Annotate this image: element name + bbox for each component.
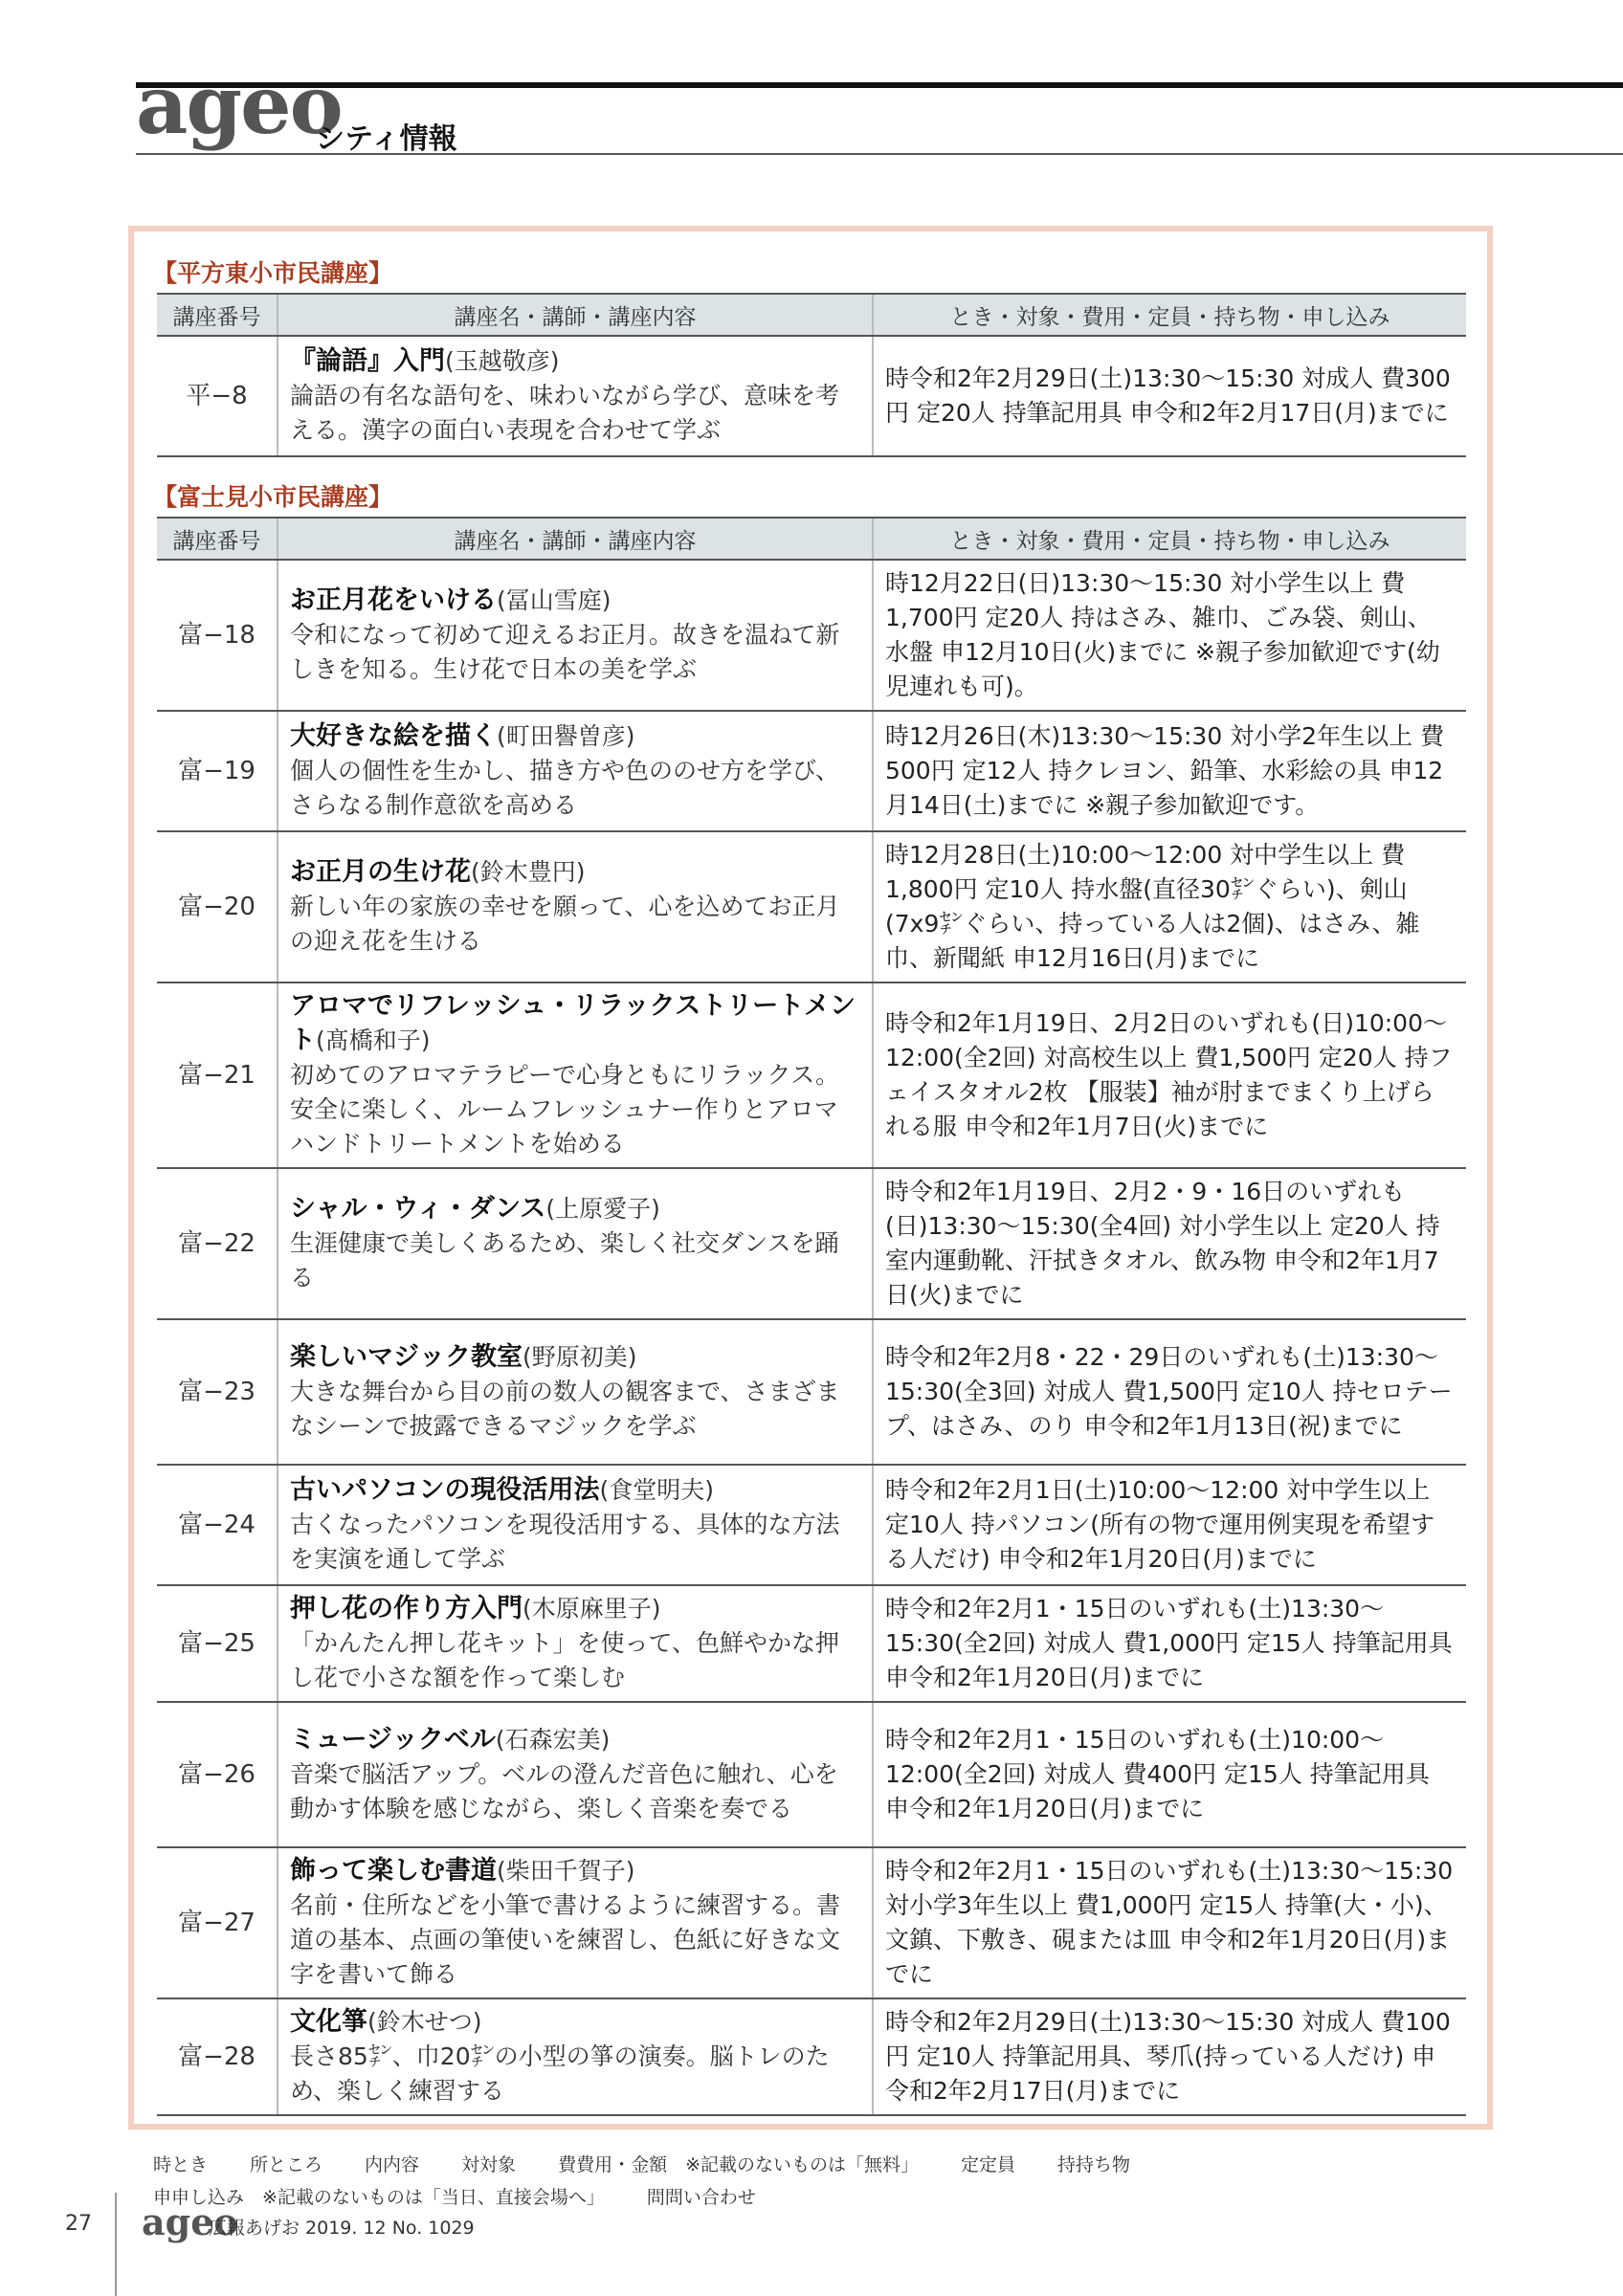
course-code: 富−19 — [157, 711, 278, 831]
legend-line-1 — [153, 2149, 1172, 2181]
course-name: 飾って楽しむ書道 — [290, 1856, 497, 1886]
course-code: 富−18 — [157, 560, 278, 711]
block2-title: 【富士見小市民講座】 — [153, 483, 393, 511]
course-code: 富−24 — [157, 1465, 278, 1585]
page-number: 27 — [65, 2212, 92, 2236]
course-details: 時12月22日(日)13:30〜15:30 対小学生以上 費1,700円 定20人 持はさみ、雑巾、ごみ袋、剣山、水盤 申12月10日(火)までに ※親子参加歓迎です(幼児連れも可)。 — [873, 560, 1466, 711]
course-code: 富−28 — [157, 1998, 278, 2115]
course-description: 初めてのアロマテラピーで心身ともにリラックス。安全に楽しく、ルームフレッシュナー作りとアロマハンドトリートメントを始める — [290, 1061, 840, 1158]
course-cell — [278, 1319, 873, 1465]
course-description: 古くなったパソコンを現役活用する、具体的な方法を実演を通して学ぶ — [290, 1511, 840, 1573]
ageo-logo: ageo — [136, 57, 342, 152]
course-code: 富−21 — [157, 982, 278, 1168]
course-details: 時令和2年2月1・15日のいずれも(土)13:30〜15:30(全2回) 対成人 費1,000円 定15人 持筆記用具 申令和2年1月20日(月)までに — [873, 1585, 1466, 1702]
legend-item: 対対象 — [461, 2154, 517, 2175]
table-row — [157, 1319, 1466, 1465]
course-cell — [278, 982, 873, 1168]
table-row — [157, 1847, 1466, 1998]
course-cell — [278, 336, 873, 456]
course-description: 令和になって初めて迎えるお正月。故きを温ねて新しきを知る。生け花で日本の美を学ぶ — [290, 621, 840, 683]
course-cell — [278, 1702, 873, 1847]
legend-line-2 — [153, 2181, 1172, 2214]
course-description: 「かんたん押し花キット」を使って、色鮮やかな押し花で小さな額を作って楽しむ — [290, 1629, 840, 1691]
block1-table — [157, 293, 1466, 457]
course-details: 時令和2年2月8・22・29日のいずれも(土)13:30〜15:30(全3回) 対成人 費1,500円 定10人 持セロテープ、はさみ、のり 申令和2年1月13日(祝)までに — [873, 1319, 1466, 1465]
col-code-header: 講座番号 — [157, 294, 278, 336]
course-lecturer: (鈴木せつ) — [367, 2008, 482, 2036]
legend-item: 定定員 — [960, 2154, 1015, 2175]
table-row — [157, 1702, 1466, 1847]
course-code: 富−20 — [157, 831, 278, 982]
course-description: 長さ85㌢、巾20㌢の小型の箏の演奏。脳トレのため、楽しく練習する — [290, 2042, 830, 2105]
course-description: 音楽で脳活アップ。ベルの澄んだ音色に触れ、心を動かす体験を感じながら、楽しく音楽を奏でる — [290, 1760, 838, 1822]
legend-item: 持持ち物 — [1057, 2154, 1131, 2175]
course-details: 時令和2年2月1・15日のいずれも(土)13:30〜15:30 対小学3年生以上 費1,000円 定15人 持筆(大・小)、文鎮、下敷き、硯または皿 申令和2年1月20日(月)までに — [873, 1847, 1466, 1998]
course-code: 富−25 — [157, 1585, 278, 1702]
course-details: 時12月28日(土)10:00〜12:00 対中学生以上 費1,800円 定10人 持水盤(直径30㌢ぐらい)、剣山(7x9㌢ぐらい、持っている人は2個)、はさみ、雑巾、新聞紙 申12月16日(月)までに — [873, 831, 1466, 982]
course-cell — [278, 1465, 873, 1585]
col-code-header: 講座番号 — [157, 518, 278, 560]
course-description: 個人の個性を生かし、描き方や色ののせ方を学び、さらなる制作意欲を高める — [290, 757, 840, 819]
course-lecturer: (柴田千賀子) — [497, 1857, 635, 1885]
course-description: 生涯健康で美しくあるため、楽しく社交ダンスを踊る — [290, 1229, 839, 1292]
col-course-header: 講座名・講師・講座内容 — [278, 518, 873, 560]
legend-item: 申申し込み ※記載のないものは「当日、直接会場へ」 — [153, 2187, 605, 2208]
course-details: 時令和2年2月1・15日のいずれも(土)10:00〜12:00(全2回) 対成人 費400円 定15人 持筆記用具 申令和2年1月20日(月)までに — [873, 1702, 1466, 1847]
course-cell — [278, 711, 873, 831]
legend-item: 費費用・金額 ※記載のないものは「無料」 — [558, 2154, 919, 2175]
course-code: 富−22 — [157, 1168, 278, 1319]
course-lecturer: (玉越敬彦) — [445, 347, 560, 375]
footer-rule — [115, 2193, 117, 2296]
course-details: 時令和2年2月29日(土)13:30〜15:30 対成人 費100円 定10人 持筆記用具、琴爪(持っている人だけ) 申令和2年2月17日(月)までに — [873, 1998, 1466, 2115]
course-name: ミュージックベル — [290, 1725, 496, 1755]
course-details: 時令和2年1月19日、2月2・9・16日のいずれも(日)13:30〜15:30(全4回) 対小学生以上 定20人 持室内運動靴、汗拭きタオル、飲み物 申令和2年1月7日(火)までに — [873, 1168, 1466, 1319]
legend-item: 時とき — [153, 2154, 209, 2175]
table-row — [157, 1465, 1466, 1585]
table-row — [157, 336, 1466, 456]
legend-item: 問問い合わせ — [646, 2187, 756, 2208]
course-cell — [278, 1847, 873, 1998]
block2-table — [157, 517, 1466, 2116]
course-cell — [278, 1998, 873, 2115]
course-cell — [278, 831, 873, 982]
block1-title: 【平方東小市民講座】 — [153, 259, 393, 287]
course-lecturer: (木原麻里子) — [522, 1595, 661, 1623]
table-row — [157, 982, 1466, 1168]
course-cell — [278, 560, 873, 711]
course-name: 『論語』入門 — [290, 346, 445, 376]
course-lecturer: (食堂明夫) — [599, 1476, 714, 1504]
section-title: シティ情報 — [316, 122, 457, 156]
course-lecturer: (町田譽曽彦) — [497, 722, 635, 750]
table-row — [157, 1585, 1466, 1702]
course-lecturer: (上原愛子) — [545, 1195, 660, 1223]
course-lecturer: (野原初美) — [522, 1343, 637, 1371]
course-code: 平−8 — [157, 336, 278, 456]
table-row — [157, 1168, 1466, 1319]
header-rule — [136, 82, 1623, 88]
course-details: 時12月26日(木)13:30〜15:30 対小学2年生以上 費500円 定12人 持クレヨン、鉛筆、水彩絵の具 申12月14日(土)までに ※親子参加歓迎です。 — [873, 711, 1466, 831]
course-description: 名前・住所などを小筆で書けるように練習する。書道の基本、点画の筆使いを練習し、色紙に好きな文字を書いて飾る — [290, 1891, 841, 1988]
course-details: 時令和2年2月1日(土)10:00〜12:00 対中学生以上 定10人 持パソコン(所有の物で運用例実現を希望する人だけ) 申令和2年1月20日(月)までに — [873, 1465, 1466, 1585]
course-description: 論語の有名な語句を、味わいながら学び、意味を考える。漢字の面白い表現を合わせて学ぶ — [290, 382, 840, 444]
legend-item: 内内容 — [365, 2154, 420, 2175]
table-row — [157, 1998, 1466, 2115]
legend — [153, 2149, 1172, 2214]
course-cell — [278, 1168, 873, 1319]
course-code: 富−26 — [157, 1702, 278, 1847]
legend-item: 所ところ — [250, 2154, 323, 2175]
course-lecturer: (石森宏美) — [495, 1726, 611, 1754]
course-name: お正月花をいける — [290, 585, 497, 615]
course-name: お正月の生け花 — [290, 857, 471, 887]
course-lecturer: (髙橋和子) — [316, 1027, 431, 1054]
col-course-header: 講座名・講師・講座内容 — [278, 294, 873, 336]
table-row — [157, 711, 1466, 831]
course-details: 時令和2年2月29日(土)13:30〜15:30 対成人 費300円 定20人 持筆記用具 申令和2年2月17日(月)までに — [873, 336, 1466, 456]
course-name: 押し花の作り方入門 — [290, 1594, 522, 1623]
course-lecturer: (冨山雪庭) — [497, 586, 611, 614]
col-details-header: とき・対象・費用・定員・持ち物・申し込み — [873, 294, 1466, 336]
course-name: シャル・ウィ・ダンス — [290, 1194, 546, 1224]
table-row — [157, 560, 1466, 711]
course-name: 楽しいマジック教室 — [290, 1342, 522, 1372]
course-name: 大好きな絵を描く — [290, 721, 497, 751]
course-description: 新しい年の家族の幸せを願って、心を込めてお正月の迎え花を生ける — [290, 893, 840, 955]
course-lecturer: (鈴木豊円) — [471, 858, 586, 886]
footer-issue: 広報あげお 2019. 12 No. 1029 — [209, 2218, 475, 2239]
footer-logo: ageo — [142, 2200, 238, 2243]
course-name: 古いパソコンの現役活用法 — [290, 1475, 600, 1505]
table-row — [157, 831, 1466, 982]
course-name: アロマでリフレッシュ・リラックストリートメント — [290, 991, 856, 1055]
course-name: 文化箏 — [290, 2007, 367, 2037]
course-code: 富−23 — [157, 1319, 278, 1465]
course-details: 時令和2年1月19日、2月2日のいずれも(日)10:00〜12:00(全2回) 対高校生以上 費1,500円 定20人 持フェイスタオル2枚 【服装】袖が肘までまくり上げられる服 申令和2年1月7日(火)までに — [873, 982, 1466, 1168]
course-cell — [278, 1585, 873, 1702]
col-details-header: とき・対象・費用・定員・持ち物・申し込み — [873, 518, 1466, 560]
course-description: 大きな舞台から目の前の数人の観客まで、さまざまなシーンで披露できるマジックを学ぶ — [290, 1378, 840, 1440]
course-code: 富−27 — [157, 1847, 278, 1998]
